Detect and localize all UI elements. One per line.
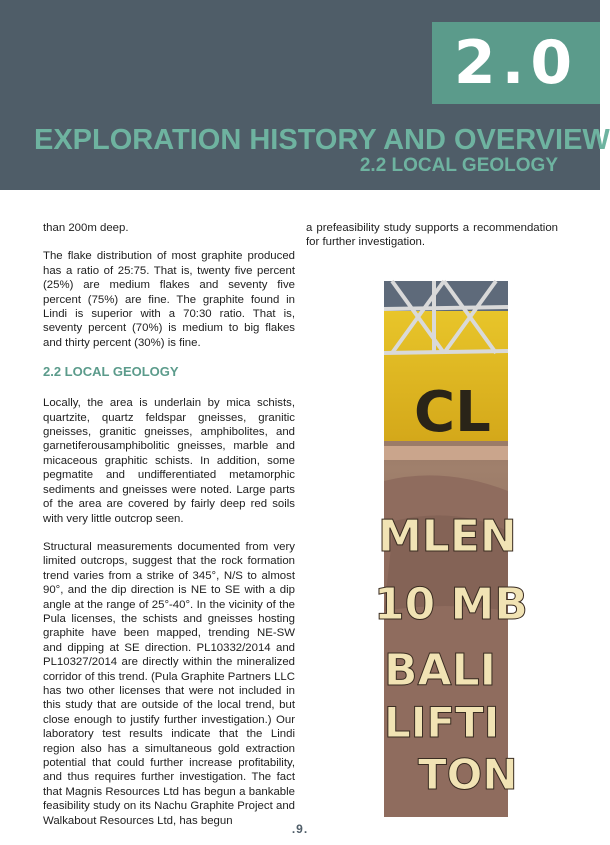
page-number: .9. (291, 822, 309, 836)
chapter-number-box (432, 22, 600, 104)
chapter-number: 2.0 (453, 28, 579, 98)
sign-photo (374, 281, 528, 817)
right-column (306, 221, 558, 264)
left-column (43, 221, 295, 842)
header-band (0, 0, 610, 190)
sign-line: MLEN (378, 511, 517, 562)
paragraph: Locally, the area is underlain by mica schists, quartzite, quartz feldspar gneisses, granitic gneisses, granitic gneisses, amphibolites, and garnetiferousamphibolitic gneisses, marble and micaceous graphitic schists. In addition, some pegmatite and undifferentiated metamorphic sediments and gneisses were noted. Large parts of the area are covered by fairly deep red soils with very little outcrop seen. (43, 397, 295, 525)
sign-line: LIFTI (384, 698, 500, 747)
section-heading: 2.2 LOCAL GEOLOGY (43, 364, 179, 380)
sign-top-text: CL (414, 380, 491, 445)
sign-line: BALI (384, 645, 496, 696)
paragraph: Structural measurements documented from very limited outcrops, suggest that the rock formation trend varies from a strike of 345°, N/S to almost 90°, and the dip direction is NE to SE with a dip angle at the range of 25°-40°. In the vicinity of the Pula licenses, the schists and gneisses hosting graphite have been mapped, trending NE-SW and dipping at SE direction. PL10332/2014 and PL10327/2014 are directly within the mineralized corridor of this trend. (Pula Graphite Partners LLC has two other licenses that were not included in this study that are outside of the local trend, but close enough to justify further investigation.) Our laboratory test results indicate that the Lindi region also has a simultaneous gold extraction potential that could further increase profitability, and thus requires further investigation. The fact that Magnis Resources Ltd has begun a bankable feasibility study on its Nachu Graphite Project and Walkabout Resources Ltd, has begun (43, 540, 295, 827)
paragraph: than 200m deep. (43, 222, 129, 234)
sign-line: TON (418, 750, 518, 799)
page-subtitle: 2.2 LOCAL GEOLOGY (359, 155, 558, 176)
page-title: EXPLORATION HISTORY AND OVERVIEW (34, 124, 610, 156)
paragraph: The flake distribution of most graphite produced has a ratio of 25:75. That is, twenty five percent (25%) are medium flakes and seventy five percent (75%) are fine. The graphite found in Lindi is superior with a 70:30 ratio. That is, seventy percent (70%) is medium to big flakes and thirty percent (30%) is fine. (43, 250, 295, 349)
paragraph: a prefeasibility study supports a recommendation for further investigation. (306, 222, 558, 249)
sign-line: 10 MB (374, 579, 528, 630)
